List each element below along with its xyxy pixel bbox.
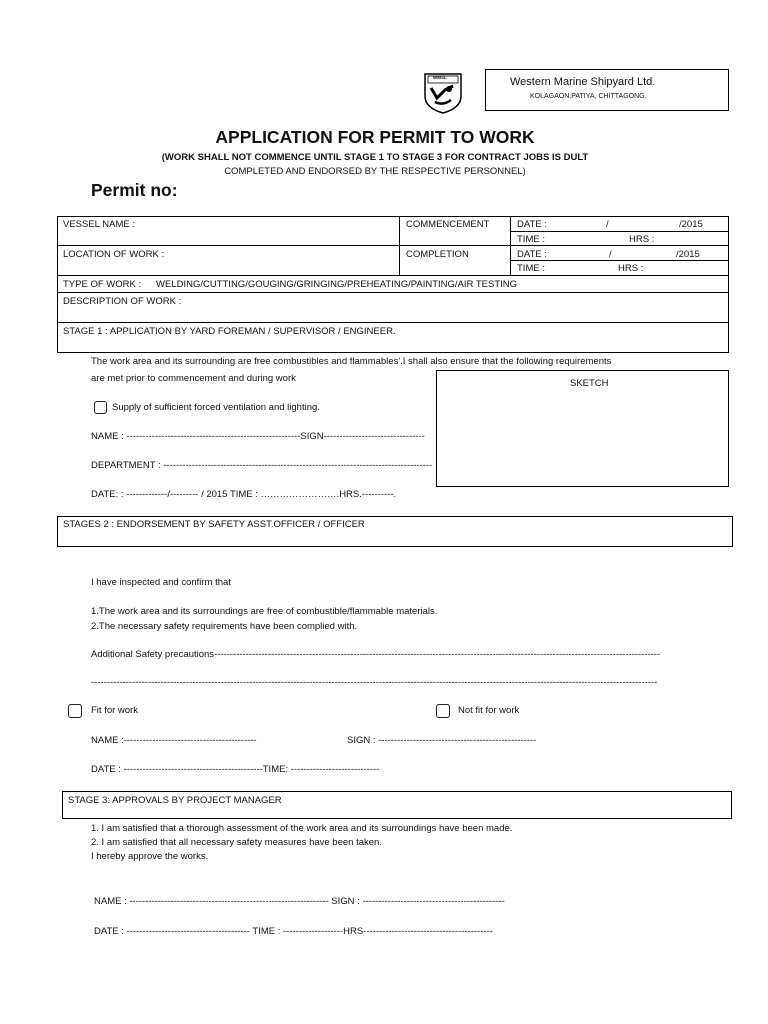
commencement-date-label: DATE : (517, 219, 547, 230)
stage3-item-3: I hereby approve the works. (91, 851, 209, 862)
stage2-inspected: I have inspected and confirm that (91, 577, 231, 588)
commencement-time-label: TIME : (517, 234, 545, 245)
fit-for-work-checkbox[interactable] (68, 704, 82, 718)
stage1-department-line: DEPARTMENT : ------------------------------------------------------------------------------------- (91, 460, 433, 471)
company-address: KOLAGAON,PATIYA, CHITTAGONG. (530, 93, 647, 100)
stage2-item-1: 1.The work area and its surroundings are free of combustible/flammable materials. (91, 606, 438, 617)
stage2-item-2: 2.The necessary safety requirements have been complied with. (91, 621, 358, 632)
description-label: DESCRIPTION OF WORK : (63, 296, 182, 307)
completion-date-slash: / (609, 249, 612, 260)
stage2-date-time-line: DATE : --------------------------------------------TIME: ---------------------------- (91, 764, 380, 775)
type-of-work-value: WELDING/CUTTING/GOUGING/GRINGING/PREHEATING/PAINTING/AIR TESTING (156, 279, 518, 290)
additional-precautions-line: Additional Safety precautions--------------------------------------------------------------------------------------------------------------------------------------------- (91, 649, 661, 660)
not-fit-for-work-checkbox[interactable] (436, 704, 450, 718)
permit-no-label: Permit no: (91, 180, 178, 200)
stage1-name-sign-line: NAME : -------------------------------------------------------SIGN-------------------------------- (91, 431, 425, 442)
stage1-date-time-line: DATE: : -------------/--------- / 2015 TIME : …………………….HRS.----------. (91, 489, 397, 500)
stage1-text-2: are met prior to commencement and during work (91, 373, 296, 384)
type-of-work-label: TYPE OF WORK : (63, 279, 142, 290)
subtitle-line-2: COMPLETED AND ENDORSED BY THE RESPECTIVE PERSONNEL) (224, 166, 526, 177)
ventilation-checkbox[interactable] (94, 401, 107, 414)
stage2-name-line: NAME :------------------------------------------ (91, 735, 257, 746)
stage3-date-time-line: DATE : --------------------------------------- TIME : -------------------HRS----------------------------------------- (94, 926, 493, 937)
completion-hrs-label: HRS : (618, 263, 644, 274)
vessel-name-label: VESSEL NAME : (63, 219, 135, 230)
stage2-title: STAGES 2 : ENDORSEMENT BY SAFETY ASST.OFFICER / OFFICER (63, 519, 365, 530)
subtitle-line-1: (WORK SHALL NOT COMMENCE UNTIL STAGE 1 TO STAGE 3 FOR CONTRACT JOBS IS DULT (161, 152, 589, 163)
completion-date-year: /2015 (676, 249, 700, 260)
page-title: APPLICATION FOR PERMIT TO WORK (215, 127, 535, 147)
stage3-item-2: 2. I am satisfied that all necessary safety measures have been taken. (91, 837, 382, 848)
stage3-name-sign-line: NAME : --------------------------------------------------------------- SIGN : --------------------------------------------- (94, 896, 505, 907)
completion-date-label: DATE : (517, 249, 547, 260)
completion-time-label: TIME : (517, 263, 545, 274)
ventilation-checkbox-label: Supply of sufficient forced ventilation and lighting. (112, 402, 320, 413)
stage1-text-1: The work area and its surrounding are free combustibles and flammables'.I shall also ensure that the following requirements (91, 356, 612, 367)
additional-precautions-dashes: ----------------------------------------------------------------------------------------------------------------------------------------------------------------------------------- (91, 677, 658, 688)
stage3-title: STAGE 3: APPROVALS BY PROJECT MANAGER (68, 795, 282, 806)
fit-for-work-label: Fit for work (91, 705, 138, 716)
logo-text: WMSL (433, 75, 447, 80)
commencement-hrs-label: HRS : (629, 234, 655, 245)
stage2-sign-line: SIGN : -------------------------------------------------- (347, 735, 537, 746)
sketch-label: SKETCH (570, 378, 609, 389)
location-label: LOCATION OF WORK : (63, 249, 165, 260)
commencement-date-year: /2015 (679, 219, 703, 230)
completion-label: COMPLETION (406, 249, 469, 260)
company-name: Western Marine Shipyard Ltd. (510, 76, 656, 88)
stage3-item-1: 1. I am satisfied that a thorough assessment of the work area and its surroundings have been made. (91, 823, 513, 834)
stage1-title: STAGE 1 : APPLICATION BY YARD FOREMAN / SUPERVISOR / ENGINEER. (63, 326, 396, 337)
commencement-label: COMMENCEMENT (406, 219, 490, 230)
commencement-date-slash: / (606, 219, 609, 230)
not-fit-for-work-label: Not fit for work (458, 705, 520, 716)
